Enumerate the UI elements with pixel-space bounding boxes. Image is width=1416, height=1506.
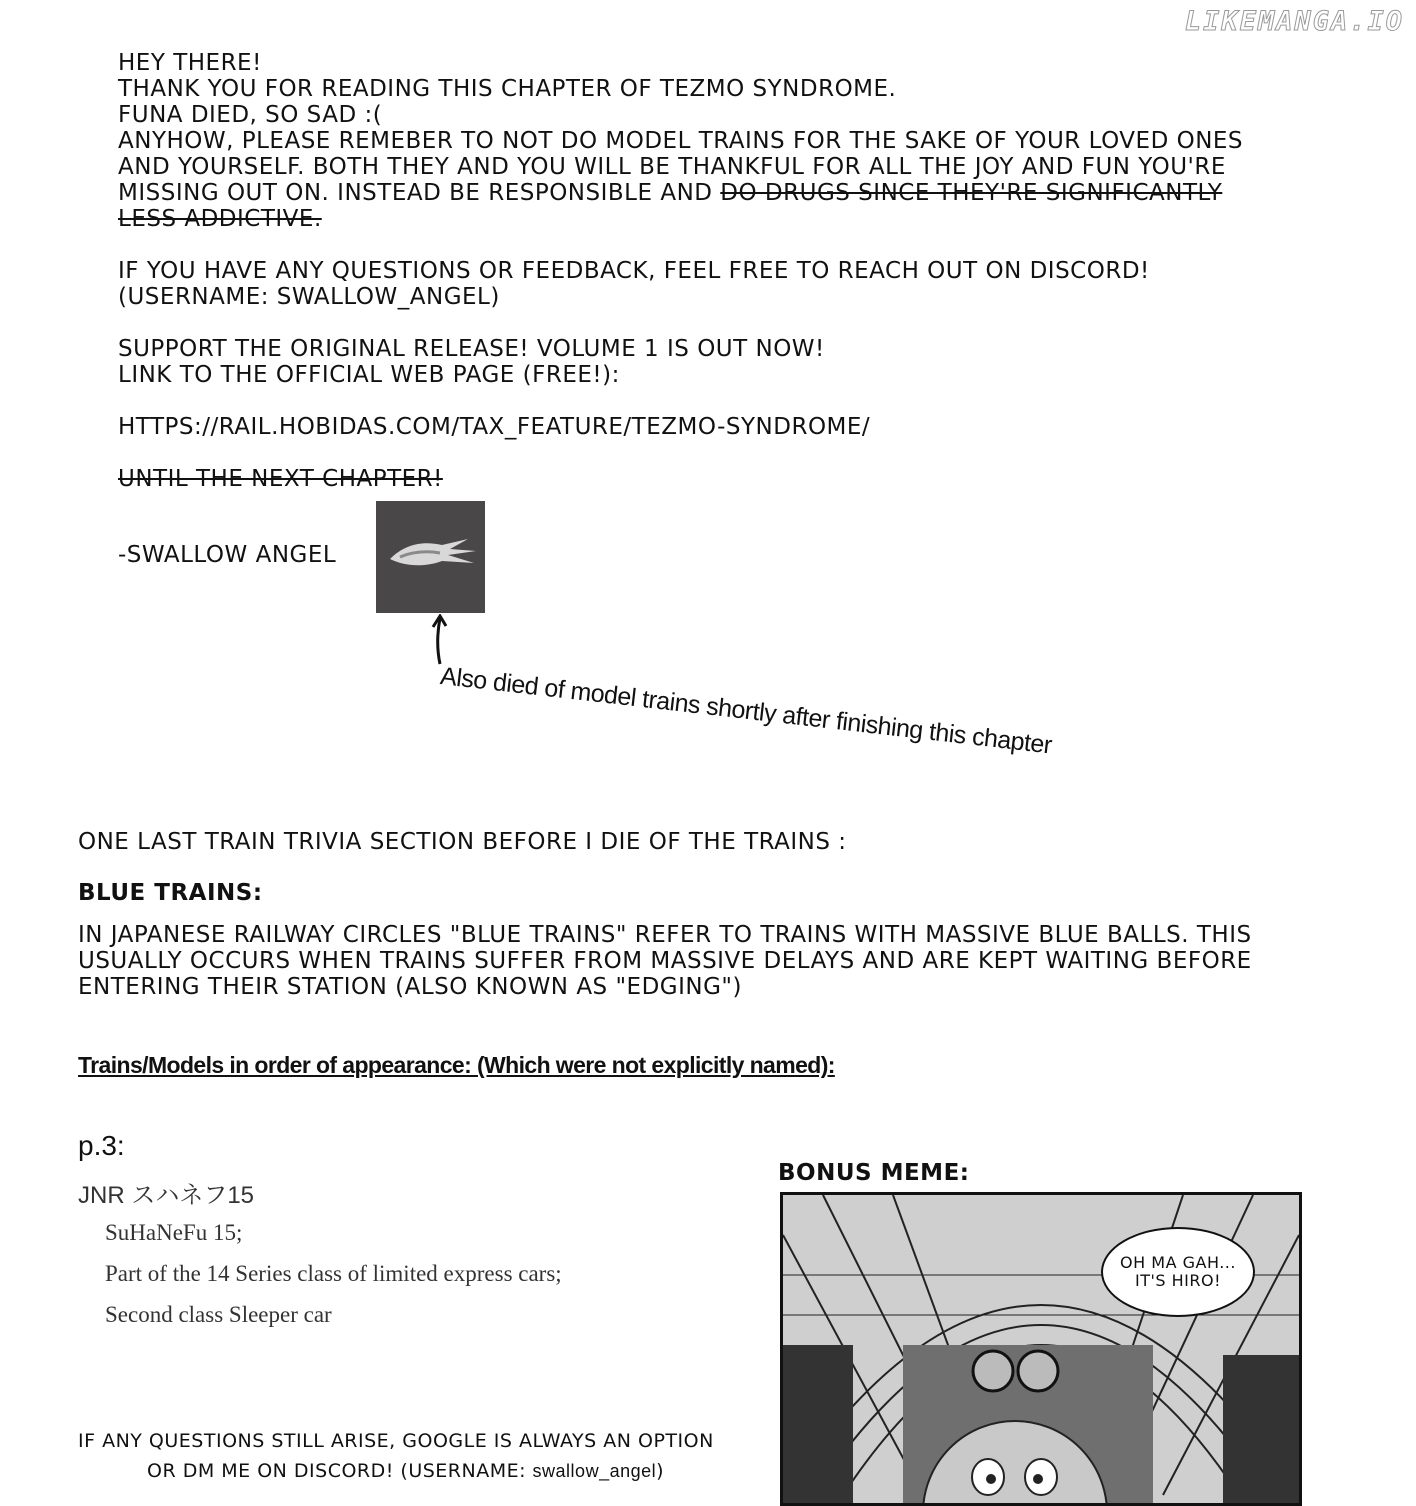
bubble-line-1: OH MA GAH... — [1120, 1253, 1236, 1272]
struck-joke-part-1: DO DRUGS SINCE THEY'RE SIGNIFICANTLY — [720, 180, 1223, 206]
train-desc-line-1: SuHaNeFu 15; — [105, 1220, 243, 1245]
anyhow-line-3 — [118, 180, 1318, 206]
swallow-bird-icon — [376, 501, 485, 613]
speech-bubble — [1101, 1227, 1255, 1317]
meme-panel — [780, 1192, 1302, 1506]
anyhow-line-1: ANYHOW, PLEASE REMEBER TO NOT DO MODEL TRAINS FOR THE SAKE OF YOUR LOVED ONES — [118, 128, 1244, 154]
bonus-meme-label: BONUS MEME: — [778, 1160, 970, 1186]
closing-line-2 — [78, 1456, 714, 1486]
blue-trains-title: BLUE TRAINS: — [78, 880, 263, 906]
train-description — [105, 1220, 562, 1343]
closing-paren: ) — [656, 1460, 665, 1482]
thanks-line: THANK YOU FOR READING THIS CHAPTER OF TEZMO SYNDROME. — [118, 76, 897, 102]
greeting-line: HEY THERE! — [118, 50, 262, 76]
discord-handle: swallow_angel — [532, 1461, 657, 1481]
until-next-chapter: UNTIL THE NEXT CHAPTER! — [118, 466, 443, 492]
blue-trains-body — [78, 922, 1348, 1000]
closing-line-2-text: OR DM ME ON DISCORD! (USERNAME: — [147, 1460, 533, 1482]
struck-joke-part-2: LESS ADDICTIVE. — [118, 206, 322, 232]
closing-line-1: IF ANY QUESTIONS STILL ARISE, GOOGLE IS ALWAYS AN OPTION — [78, 1430, 714, 1452]
train-name: JNR スハネフ15 — [78, 1182, 255, 1209]
signature: -SWALLOW ANGEL — [118, 542, 337, 568]
closing-note — [78, 1426, 714, 1486]
support-line-1: SUPPORT THE ORIGINAL RELEASE! VOLUME 1 IS OUT NOW! — [118, 336, 825, 362]
blue-trains-line-2: USUALLY OCCURS WHEN TRAINS SUFFER FROM MASSIVE DELAYS AND ARE KEPT WAITING BEFORE — [78, 948, 1252, 974]
handwritten-side-note: Also died of model trains shortly after finishing this chapter — [438, 662, 1054, 760]
support-line-2: LINK TO THE OFFICIAL WEB PAGE (FREE!): — [118, 362, 620, 388]
blue-trains-line-3: ENTERING THEIR STATION (ALSO KNOWN AS "EDGING") — [78, 974, 742, 1000]
questions-line-1: IF YOU HAVE ANY QUESTIONS OR FEEDBACK, FEEL FREE TO REACH OUT ON DISCORD! — [118, 258, 1150, 284]
anyhow-line-3-plain: MISSING OUT ON. INSTEAD BE RESPONSIBLE AND — [118, 180, 721, 206]
swallow-logo-avatar — [376, 501, 485, 613]
models-heading: Trains/Models in order of appearance: (Which were not explicitly named): — [78, 1052, 835, 1078]
bubble-line-2: IT'S HIRO! — [1134, 1271, 1221, 1290]
page-reference: p.3: — [78, 1130, 125, 1161]
author-note — [118, 50, 1318, 568]
trivia-heading: ONE LAST TRAIN TRIVIA SECTION BEFORE I DIE OF THE TRAINS : — [78, 829, 847, 855]
funa-line: FUNA DIED, SO SAD :( — [118, 102, 383, 128]
official-url[interactable]: HTTPS://RAIL.HOBIDAS.COM/TAX_FEATURE/TEZMO-SYNDROME/ — [118, 414, 871, 440]
train-desc-line-2: Part of the 14 Series class of limited express cars; — [105, 1261, 562, 1286]
questions-line-2: (USERNAME: SWALLOW_ANGEL) — [118, 284, 500, 310]
site-watermark: LIKEMANGA.IO — [1184, 6, 1404, 37]
arrow-up-icon — [428, 614, 452, 666]
train-desc-line-3: Second class Sleeper car — [105, 1302, 332, 1327]
anyhow-line-2: AND YOURSELF. BOTH THEY AND YOU WILL BE THANKFUL FOR ALL THE JOY AND FUN YOU'RE — [118, 154, 1226, 180]
blue-trains-line-1: IN JAPANESE RAILWAY CIRCLES "BLUE TRAINS" REFER TO TRAINS WITH MASSIVE BLUE BALLS. THIS — [78, 922, 1252, 948]
